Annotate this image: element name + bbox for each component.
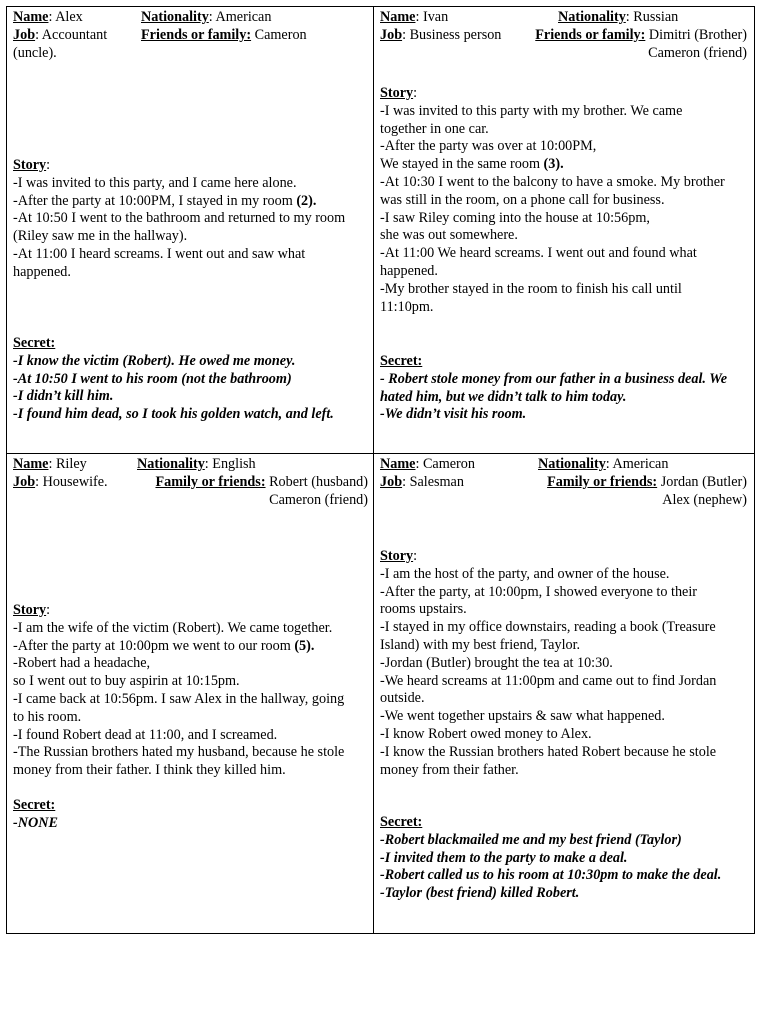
story-line: rooms upstairs. <box>380 601 467 618</box>
secret-label: Secret: <box>13 335 56 351</box>
character-card-grid <box>6 6 755 934</box>
story-line: -We heard screams at 11:00pm and came out to find Jordan <box>380 672 717 689</box>
story-label: Story <box>13 602 47 618</box>
secret-line: -At 10:50 I went to his room (not the bathroom) <box>13 370 292 387</box>
secret-section <box>380 353 751 424</box>
story-line: money from their father. <box>380 761 519 778</box>
relations-label: Friends or family: <box>535 26 646 43</box>
secret-line: -NONE <box>13 814 58 831</box>
relations-value: Robert (husband) <box>269 473 368 490</box>
nationality-label: Nationality <box>141 9 209 25</box>
story-line: -At 10:30 I went to the balcony to have a smoke. My brother <box>380 173 725 190</box>
relations-value: Dimitri (Brother) <box>648 26 747 43</box>
story-line: -I know Robert owed money to Alex. <box>380 725 592 742</box>
job-label: Job <box>13 473 36 490</box>
job-value: Accountant <box>41 26 108 43</box>
relations-value: Jordan (Butler) <box>660 473 747 490</box>
secret-section <box>13 797 370 833</box>
story-line: -I was invited to this party with my brother. We came <box>380 102 683 119</box>
story-line: -I came back at 10:56pm. I saw Alex in the hallway, going <box>13 690 345 707</box>
card-header: Name: Alex Nationality: American Job: Accountant Friends or family: Cameron (uncle). <box>13 9 307 61</box>
relations-label: Family or friends: <box>547 473 658 490</box>
story-line: -I saw Riley coming into the house at 10:56pm, <box>380 209 650 226</box>
story-line: -At 11:00 We heard screams. I went out and found what <box>380 245 697 262</box>
relations-value: Cameron <box>254 26 307 43</box>
secret-line: -Taylor (best friend) killed Robert. <box>380 885 580 902</box>
secret-line: hated him, but we didn’t talk to him today. <box>380 388 627 405</box>
story-line: -I was invited to this party, and I came here alone. <box>13 174 297 191</box>
character-card-alex <box>13 9 370 423</box>
story-line: (Riley saw me in the hallway). <box>13 228 188 245</box>
job-label: Job <box>380 26 403 43</box>
nationality-value: Russian <box>633 9 679 25</box>
name-value: Alex <box>55 9 83 25</box>
story-line: -I know the Russian brothers hated Robert because he stole <box>380 743 717 760</box>
secret-line: -Robert blackmailed me and my best friend (Taylor) <box>380 831 682 848</box>
story-line: happened. <box>13 263 71 280</box>
room-number: (5). <box>294 637 315 654</box>
name-value: Ivan <box>422 9 449 25</box>
nationality-label: Nationality <box>558 9 626 25</box>
story-line: -At 10:50 I went to the bathroom and returned to my room <box>13 210 346 227</box>
relations-label: Family or friends: <box>155 473 266 490</box>
job-label: Job <box>13 26 36 43</box>
nationality-value: American <box>612 456 669 472</box>
story-line: -Jordan (Butler) brought the tea at 10:30. <box>380 654 613 671</box>
story-line: -The Russian brothers hated my husband, because he stole <box>13 744 345 761</box>
card-header: Name: Cameron Nationality: American Job: Salesman Family or friends: Jordan (Butler) Alex (nephew) <box>380 456 747 508</box>
secret-section <box>380 814 751 903</box>
secret-line: -We didn’t visit his room. <box>380 406 527 423</box>
story-line: -After the party at 10:00PM, I stayed in my room <box>13 192 297 209</box>
story-line: -We went together upstairs & saw what happened. <box>380 708 665 725</box>
name-value: Riley <box>55 456 87 472</box>
story-line: -Robert had a headache, <box>13 655 151 672</box>
secret-label: Secret: <box>13 797 56 813</box>
job-value: Salesman <box>409 473 464 490</box>
story-line: -I am the wife of the victim (Robert). We came together. <box>13 619 333 636</box>
story-line: -I am the host of the party, and owner of the house. <box>380 565 670 582</box>
nationality-label: Nationality <box>137 456 205 472</box>
name-label: Name <box>380 456 416 472</box>
story-line: together in one car. <box>380 120 489 137</box>
name-label: Name <box>13 9 49 25</box>
character-card-riley <box>13 456 370 831</box>
grid-horizontal-divider <box>7 453 754 454</box>
story-line: 11:10pm. <box>380 298 434 315</box>
room-number: (2). <box>296 192 317 209</box>
secret-line: -I invited them to the party to make a deal. <box>380 849 628 866</box>
story-section: Story: -I was invited to this party with my brother. We came together in one car. -After the party was over at 10:00PM, We stayed in the same room (3). -At 10:30 I went to the balcony to have a smoke. My brother was still in the room, on a phone call for business. -I saw Riley coming into the house at 10:56pm, she was out somewhere. -At 11:00 We heard screams. I went out and found what happened. -My brother stayed in the room to finish his call until 11:10pm. <box>380 85 751 316</box>
story-section: Story: -I am the wife of the victim (Robert). We came together. -After the party at 10:00pm we went to our room (5). -Robert had a headache, so I went out to buy aspirin at 10:15pm. -I came back at 10:56pm. I saw Alex in the hallway, going to his room. -I found Robert dead at 11:00, and I screamed. -The Russian brothers hated my husband, because he stole money from their father. I think they killed him. <box>13 602 370 780</box>
story-line: -After the party was over at 10:00PM, <box>380 138 597 155</box>
relations-value: Cameron (friend) <box>648 44 747 61</box>
job-label: Job <box>380 473 403 490</box>
story-line: We stayed in the same room <box>380 156 544 173</box>
story-line: -I stayed in my office downstairs, reading a book (Treasure <box>380 619 716 636</box>
story-line: happened. <box>380 262 438 279</box>
story-line: outside. <box>380 690 425 707</box>
story-label: Story <box>380 85 414 101</box>
nationality-value: English <box>212 456 256 472</box>
name-label: Name <box>380 9 416 25</box>
secret-line: -I didn’t kill him. <box>13 388 114 405</box>
character-card-ivan <box>380 9 751 423</box>
secret-line: -I found him dead, so I took his golden watch, and left. <box>13 406 334 423</box>
secret-label: Secret: <box>380 814 423 830</box>
story-line: money from their father. I think they killed him. <box>13 762 286 779</box>
secret-line: -Robert called us to his room at 10:30pm to make the deal. <box>380 867 722 884</box>
story-label: Story <box>13 157 47 173</box>
nationality-value: American <box>215 9 272 25</box>
character-card-cameron <box>380 456 751 902</box>
story-line: she was out somewhere. <box>380 227 518 244</box>
story-line: -After the party, at 10:00pm, I showed everyone to their <box>380 583 698 600</box>
name-label: Name <box>13 456 49 472</box>
relations-value: Cameron (friend) <box>269 491 368 508</box>
secret-label: Secret: <box>380 353 423 369</box>
relations-value: (uncle). <box>13 44 57 61</box>
story-line: Island) with my best friend, Taylor. <box>380 636 581 653</box>
grid-vertical-divider <box>373 7 374 933</box>
story-section: Story: -I am the host of the party, and owner of the house. -After the party, at 10:00pm, I showed everyone to their rooms upstairs. -I stayed in my office downstairs, reading a book (Treasure Island) with my best friend, Taylor. -Jordan (Butler) brought the tea at 10:30. -We heard screams at 11:00pm and came out to find Jordan outside. -We went together upstairs & saw what happened. -I know Robert owed money to Alex. -I know the Russian brothers hated Robert because he stole money from their father. <box>380 548 751 779</box>
story-line: -At 11:00 I heard screams. I went out and saw what <box>13 245 306 262</box>
story-line: so I went out to buy aspirin at 10:15pm. <box>13 673 240 690</box>
secret-line: - Robert stole money from our father in a business deal. We <box>380 370 728 387</box>
job-value: Business person <box>409 26 502 43</box>
story-line: was still in the room, on a phone call for business. <box>380 191 665 208</box>
story-line: -After the party at 10:00pm we went to our room <box>13 637 295 654</box>
relations-label: Friends or family: <box>141 26 252 43</box>
relations-value: Alex (nephew) <box>662 491 747 508</box>
room-number: (3). <box>543 156 564 173</box>
card-header: Name: Ivan Nationality: Russian Job: Business person Friends or family: Dimitri (Brother) Cameron (friend) <box>380 9 747 61</box>
secret-section <box>13 335 370 424</box>
card-header: Name: Riley Nationality: English Job: Housewife. Family or friends: Robert (husband) Cameron (friend) <box>13 456 368 508</box>
name-value: Cameron <box>422 456 475 472</box>
story-line: -My brother stayed in the room to finish his call until <box>380 280 682 297</box>
job-value: Housewife. <box>42 473 108 490</box>
secret-line: -I know the victim (Robert). He owed me money. <box>13 352 296 369</box>
story-line: -I found Robert dead at 11:00, and I screamed. <box>13 726 278 743</box>
nationality-label: Nationality <box>538 456 606 472</box>
story-section: Story: -I was invited to this party, and I came here alone. -After the party at 10:00PM, I stayed in my room (2). -At 10:50 I went to the bathroom and returned to my room (Riley saw me in the hallway). -At 11:00 I heard screams. I went out and saw what happened. <box>13 157 370 282</box>
story-label: Story <box>380 548 414 564</box>
story-line: to his room. <box>13 708 82 725</box>
